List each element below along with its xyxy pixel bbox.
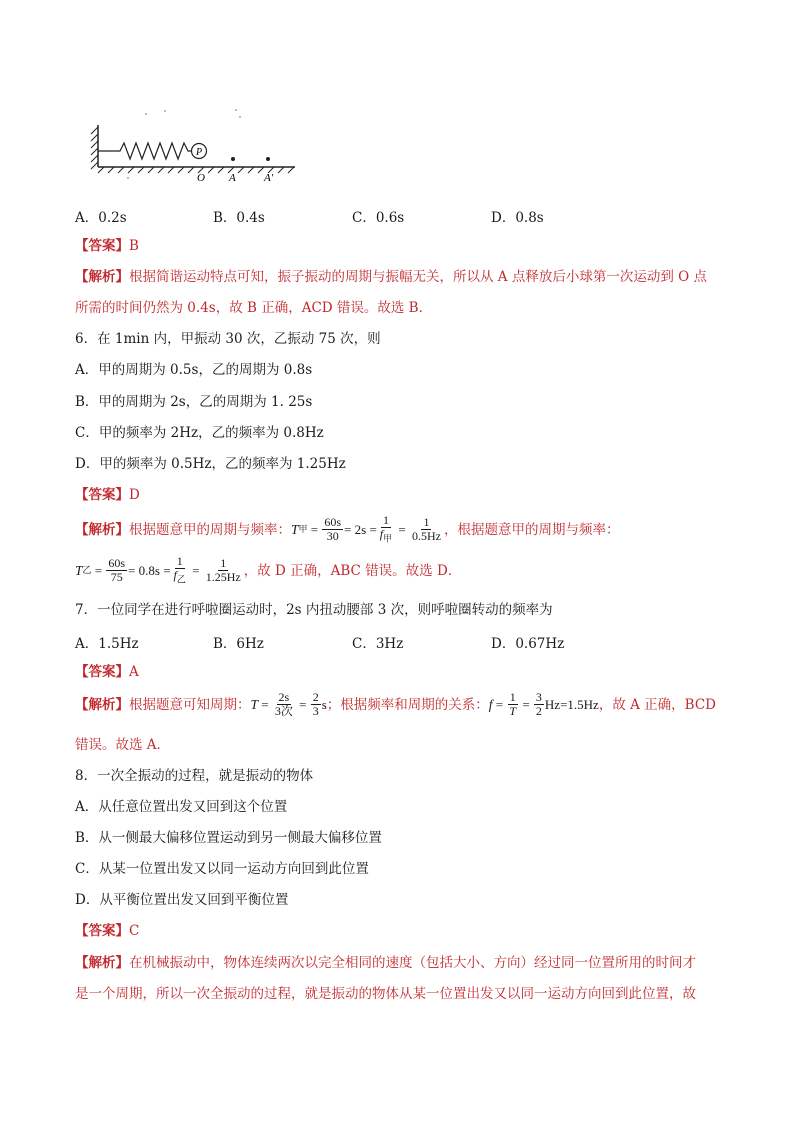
q8-option-b: B．从一侧最大偏移位置运动到另一侧最大偏移位置: [75, 830, 382, 846]
q8-analysis-line2: 是一个周期，所以一次全振动的过程，就是振动的物体从某一位置出发又以同一运动方向回到此位置，故: [75, 986, 696, 1002]
q7-analysis-line2: 错误。故选 A．: [75, 737, 171, 753]
q8-analysis-line1: 【解析】在机械振动中，物体连续两次以完全相同的速度（包括大小、方向）经过同一位置所用的时间才: [75, 955, 696, 971]
q7-analysis-line1: 【解析】 根据题意可知周期： T = $\frac{2s}{\text{3次}}$ = $\frac{2}{3}$ s ；根据频率和周期的关系： f = $\frac{1}{T}$ = $\frac{3}{2}$ Hz=1.5Hz ，故 A 正确，BCD: [75, 690, 716, 718]
label-o: O: [197, 172, 205, 184]
q8-option-d: D．从平衡位置出发又回到平衡位置: [75, 892, 289, 908]
q8-option-a: A．从任意位置出发又回到这个位置: [75, 799, 288, 815]
q7-stem: 7．一位同学在进行呼啦圈运动时，2s 内扭动腰部 3 次，则呼啦圈转动的频率为: [75, 602, 553, 618]
q7-answer: [75, 663, 139, 681]
answer-value: C: [129, 923, 140, 939]
spring: [98, 143, 192, 159]
q5-option-a: A．0.2s: [75, 210, 127, 226]
q8-answer: [75, 922, 139, 940]
q5-option-b: B．0.4s: [213, 210, 265, 226]
analysis-text: 根据题意甲的周期与频率：: [129, 521, 291, 538]
label-p: P: [195, 147, 203, 158]
analysis-tag: 【解析】: [75, 269, 129, 285]
q5-analysis-line2: 所需的时间仍然为 0.4s，故 B 正确，ACD 错误。故选 B．: [75, 300, 433, 316]
q6-answer: [75, 486, 140, 504]
answer-tag: 【答案】: [75, 487, 129, 503]
q6-option-b: B．甲的周期为 2s，乙的周期为 1. 25s: [75, 394, 313, 410]
formula-frequency: f = $\frac{1}{T}$ = $\frac{3}{2}$ Hz=1.5Hz: [488, 690, 599, 718]
formula-period-yi: T 乙 = $\frac{60s}{75}$ = 0.8s = $\frac{1}{f_乙}$ = $\frac{1}{1.25Hz}$: [75, 554, 241, 585]
q7-option-a: A．1.5Hz: [75, 636, 139, 652]
answer-value: D: [129, 487, 140, 503]
q6-option-c: C．甲的频率为 2Hz，乙的频率为 0.8Hz: [75, 425, 324, 441]
answer-value: B: [129, 238, 139, 254]
q6-stem: 6．在 1min 内，甲振动 30 次，乙振动 75 次，则: [75, 331, 381, 347]
analysis-text: 根据简谐运动特点可知，振子振动的周期与振幅无关，所以从 A 点释放后小球第一次运动到 O 点: [129, 269, 707, 285]
q5-analysis-line1: [75, 268, 707, 286]
formula-period-jia: T 甲 = $\frac{60s}{30}$ = 2s = $\frac{1}{f_甲}$ = $\frac{1}{0.5Hz}$: [291, 513, 441, 544]
q7-option-c: C．3Hz: [352, 636, 404, 652]
point-a: [231, 157, 235, 161]
q7-option-b: B．6Hz: [213, 636, 264, 652]
label-a-prime: A′: [264, 172, 274, 184]
q6-option-a: A．甲的周期为 0.5s，乙的周期为 0.8s: [75, 362, 313, 378]
answer-value: A: [129, 664, 139, 680]
answer-tag: 【答案】: [75, 923, 129, 939]
point-a-prime: [266, 157, 270, 161]
answer-tag: 【答案】: [75, 664, 129, 680]
q8-stem: 8．一次全振动的过程，就是振动的物体: [75, 768, 314, 784]
q6-analysis-line1: 【解析】 根据题意甲的周期与频率： T 甲 = $\frac{60s}{30}$ = 2s = $\frac{1}{f_甲}$ = $\frac{1}{0.5Hz}$ ，根据题意甲的周期与频率：: [75, 513, 620, 544]
q5-option-c: C．0.6s: [352, 210, 405, 226]
q5-answer: [75, 237, 139, 255]
analysis-tag: 【解析】: [75, 955, 129, 971]
analysis-tag: 【解析】: [75, 696, 129, 713]
q6-option-d: D．甲的频率为 0.5Hz，乙的频率为 1.25Hz: [75, 456, 346, 472]
label-a: A: [229, 172, 236, 184]
spring-oscillator-figure: [90, 105, 305, 185]
formula-period: T = $\frac{2s}{\text{3次}}$ = $\frac{2}{3}$ s: [250, 690, 327, 718]
q7-option-d: D．0.67Hz: [491, 636, 565, 652]
q8-option-c: C．从某一位置出发又以同一运动方向回到此位置: [75, 861, 369, 877]
q5-option-d: D．0.8s: [491, 210, 544, 226]
answer-tag: 【答案】: [75, 238, 129, 254]
analysis-tag: 【解析】: [75, 521, 129, 538]
q6-analysis-line2: T 乙 = $\frac{60s}{75}$ = 0.8s = $\frac{1}{f_乙}$ = $\frac{1}{1.25Hz}$ ，故 D 正确，ABC 错误。故选 D．: [75, 554, 462, 585]
